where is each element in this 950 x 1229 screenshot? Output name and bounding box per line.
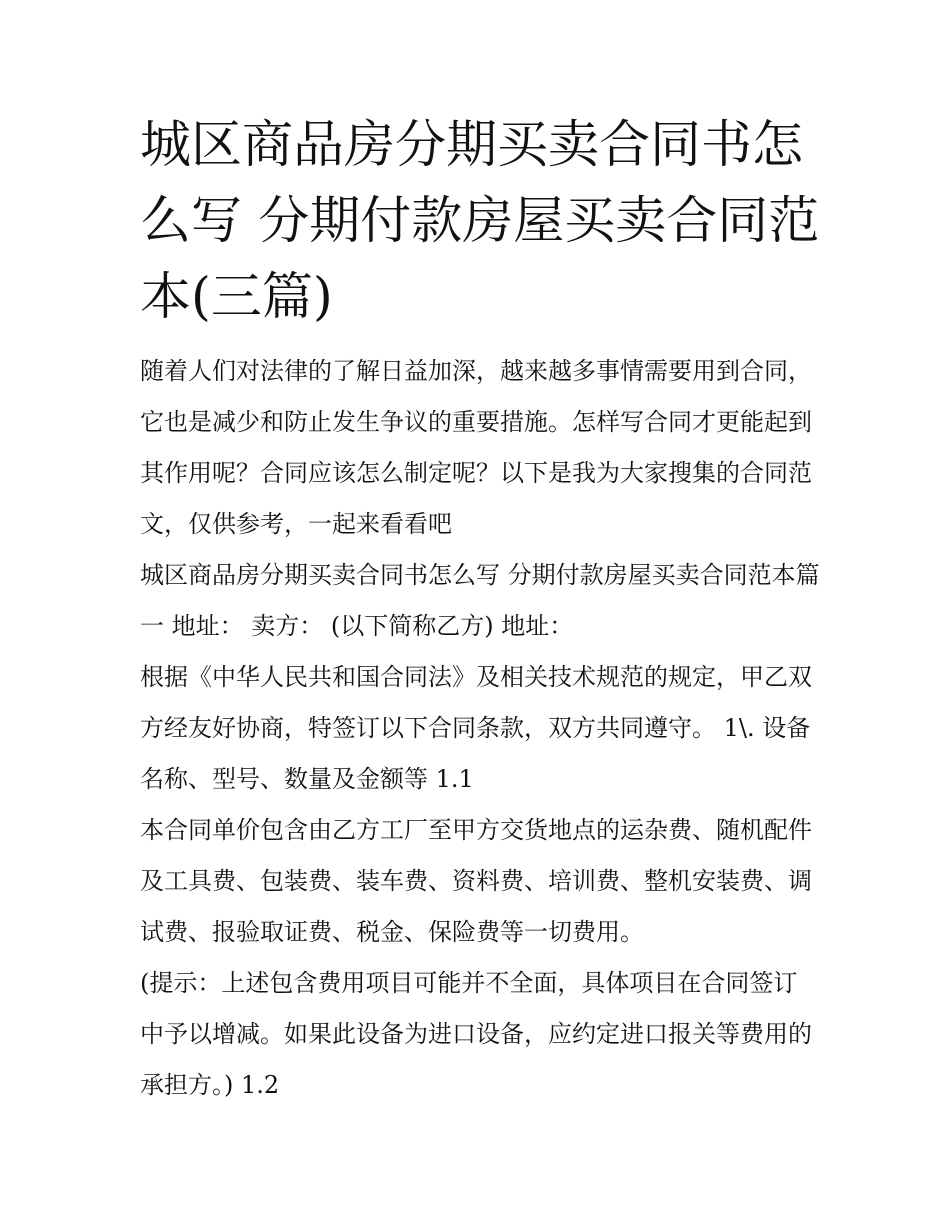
document-page	[140, 108, 820, 1111]
paragraph-note: (提示：上述包含费用项目可能并不全面，具体项目在合同签订中予以增减。如果此设备为进口设备，应约定进口报关等费用的承担方。) 1.2	[140, 969, 812, 1099]
paragraph-contract-basis: 根据《中华人民共和国合同法》及相关技术规范的规定，甲乙双方经友好协商，特签订以下合同条款，双方共同遵守。 1\. 设备名称、型号、数量及金额等 1.1	[140, 663, 812, 793]
paragraph-heading-part-one: 城区商品房分期买卖合同书怎么写 分期付款房屋买卖合同范本篇一 地址： 卖方： (以下简称乙方) 地址：	[140, 561, 820, 640]
paragraph-intro: 随着人们对法律的了解日益加深，越来越多事情需要用到合同，它也是减少和防止发生争议的重要措施。怎样写合同才更能起到其作用呢？合同应该怎么制定呢？以下是我为大家搜集的合同范文，仅供参考，一起来看看吧	[140, 357, 812, 538]
document-title: 城区商品房分期买卖合同书怎么写 分期付款房屋买卖合同范本(三篇)	[140, 116, 820, 327]
paragraph-unit-price: 本合同单价包含由乙方工厂至甲方交货地点的运杂费、随机配件及工具费、包装费、装车费、资料费、培训费、整机安装费、调试费、报验取证费、税金、保险费等一切费用。	[140, 816, 812, 946]
